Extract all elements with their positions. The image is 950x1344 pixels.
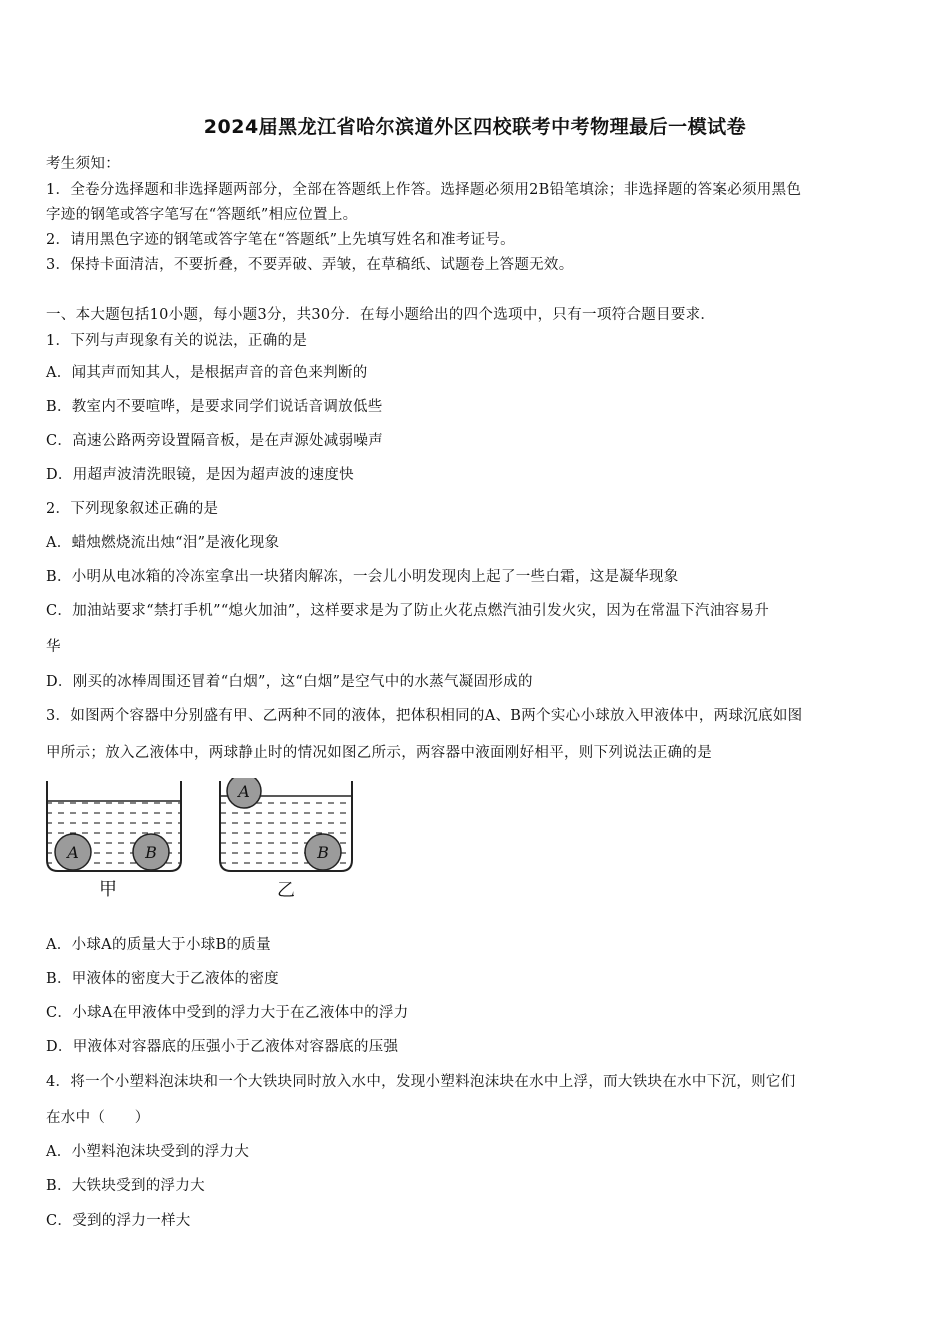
container-yi — [220, 778, 352, 901]
q2-option-d: D．刚买的冰棒周围还冒着“白烟”，这“白烟”是空气中的水蒸气凝固形成的 — [46, 674, 533, 690]
q2-option-a: A．蜡烛燃烧流出烛“泪”是液化现象 — [46, 535, 280, 551]
container-jia-label: 甲 — [99, 879, 117, 900]
notice-item-1-line-1: 1．全卷分选择题和非选择题两部分，全部在答题纸上作答。选择题必须用2B铅笔填涂；非选择题的答案必须用黑色 — [46, 182, 802, 198]
ball-a-label-jia: A — [67, 843, 79, 862]
q1-option-b: B．教室内不要喧哗，是要求同学们说话音调放低些 — [46, 399, 383, 415]
q2-stem: 2．下列现象叙述正确的是 — [46, 501, 219, 517]
q1-option-a: A．闻其声而知其人，是根据声音的音色来判断的 — [46, 365, 368, 381]
q4-stem-line-2: 在水中（ ） — [46, 1110, 150, 1126]
q4-option-a: A．小塑料泡沫块受到的浮力大 — [46, 1144, 250, 1160]
q3-stem-line-2: 甲所示；放入乙液体中，两球静止时的情况如图乙所示，两容器中液面刚好相平，则下列说法正确的是 — [46, 745, 712, 761]
ball-a-label-yi: A — [238, 782, 250, 801]
q3-stem-line-1: 3．如图两个容器中分别盛有甲、乙两种不同的液体，把体积相同的A、B两个实心小球放入甲液体中，两球沉底如图 — [46, 708, 803, 724]
q3-option-d: D．甲液体对容器底的压强小于乙液体对容器底的压强 — [46, 1039, 399, 1055]
q2-option-b: B．小明从电冰箱的冷冻室拿出一块猪肉解冻，一会儿小明发现肉上起了一些白霜，这是凝华现象 — [46, 569, 679, 585]
ball-b-label-yi: B — [317, 843, 329, 862]
notice-item-2: 2．请用黑色字迹的钢笔或答字笔在“答题纸”上先填写姓名和准考证号。 — [46, 232, 515, 248]
container-yi-label: 乙 — [277, 880, 295, 901]
q4-option-b: B．大铁块受到的浮力大 — [46, 1178, 205, 1194]
ball-b-label-jia: B — [145, 843, 157, 862]
q1-option-d: D．用超声波清洗眼镜，是因为超声波的速度快 — [46, 467, 354, 483]
section-heading: 一、本大题包括10小题，每小题3分，共30分．在每小题给出的四个选项中，只有一项符合题目要求． — [46, 307, 716, 323]
q3-option-c: C．小球A在甲液体中受到的浮力大于在乙液体中的浮力 — [46, 1005, 409, 1021]
q3-option-a: A．小球A的质量大于小球B的质量 — [46, 937, 271, 953]
q2-option-c-line-1: C．加油站要求“禁打手机”“熄火加油”，这样要求是为了防止火花点燃汽油引发火灾，因为在常温下汽油容易升 — [46, 603, 770, 619]
q2-option-c-line-2: 华 — [46, 639, 61, 655]
notice-item-1-line-2: 字迹的钢笔或答字笔写在“答题纸”相应位置上。 — [46, 207, 358, 223]
container-jia — [47, 781, 181, 900]
q3-figure — [44, 778, 364, 903]
q4-option-c: C．受到的浮力一样大 — [46, 1213, 191, 1229]
page-title: 2024届黑龙江省哈尔滨道外区四校联考中考物理最后一模试卷 — [203, 116, 747, 138]
notice-item-3: 3．保持卡面清洁，不要折叠，不要弄破、弄皱，在草稿纸、试题卷上答题无效。 — [46, 257, 574, 273]
notice-heading: 考生须知： — [46, 156, 120, 172]
q4-stem-line-1: 4．将一个小塑料泡沫块和一个大铁块同时放入水中，发现小塑料泡沫块在水中上浮，而大铁块在水中下沉，则它们 — [46, 1074, 796, 1090]
q1-stem: 1．下列与声现象有关的说法，正确的是 — [46, 333, 308, 349]
q3-option-b: B．甲液体的密度大于乙液体的密度 — [46, 971, 279, 987]
q1-option-c: C．高速公路两旁设置隔音板，是在声源处减弱噪声 — [46, 433, 383, 449]
